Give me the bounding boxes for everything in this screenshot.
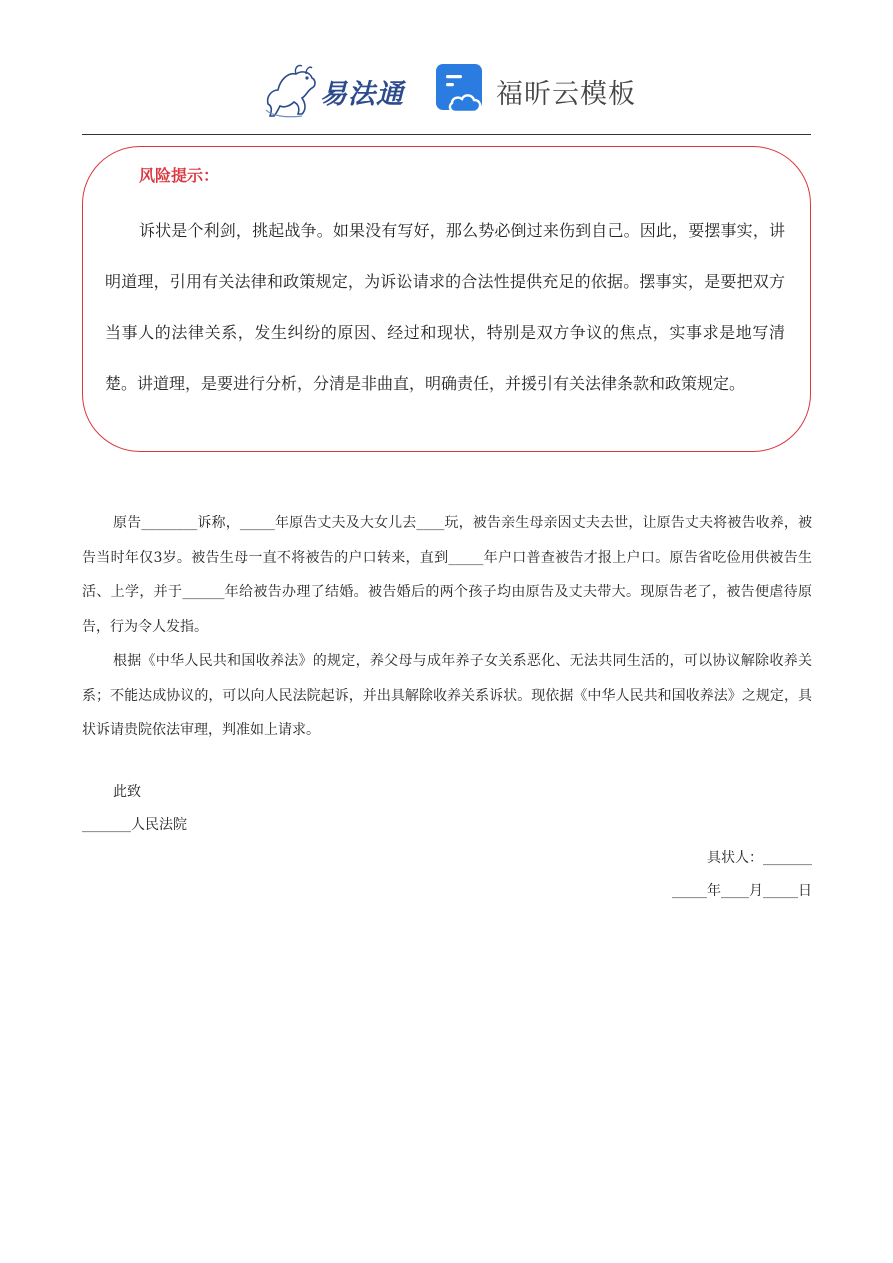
yifatong-logo xyxy=(262,60,422,122)
header-divider xyxy=(82,134,811,135)
risk-warning-box xyxy=(82,146,811,452)
page-header xyxy=(0,0,893,136)
risk-warning-title: 风险提示： xyxy=(139,166,220,185)
salutation: 此致 xyxy=(113,784,141,800)
cloud-document-icon xyxy=(436,64,488,116)
risk-warning-body: 诉状是个利剑，挑起战争。如果没有写好，那么势必倒过来伤到自己。因此，要摆事实，讲明道理，引用有关法律和政策规定，为诉讼请求的合法性提供充足的依据。摆事实，是要把双方当事人的法律关系，发生纠纷的原因、经过和现状，特别是双方争议的焦点，实事求是地写清楚。讲道理，是要进行分析，分清是非曲直，明确责任，并援引有关法律条款和政策规定。 xyxy=(105,221,785,393)
fuxin-cloud-logo-text: 福昕云模板 xyxy=(496,79,636,110)
court-name: _______人民法院 xyxy=(82,817,187,833)
qilin-icon xyxy=(262,60,322,122)
date-line: _____年____月_____日 xyxy=(672,883,812,899)
facts-paragraph: 原告________诉称，_____年原告丈夫及大女儿去____玩，被告亲生母亲因丈夫去世，让原告丈夫将被告收养，被告当时年仅3岁。被告生母一直不将被告的户口转来，直到_____年户口普查被告才报上户口。原告省吃俭用供被告生活、上学，并于______年给被告办理了结婚。被告婚后的两个孩子均由原告及丈夫带大。现原告老了，被告便虐待原告，行为令人发指。 xyxy=(82,515,812,635)
yifatong-logo-text: 易法通 xyxy=(320,79,404,110)
complaint-body xyxy=(82,506,812,748)
legal-basis-paragraph: 根据《中华人民共和国收养法》的规定，养父母与成年养子女关系恶化、无法共同生活的，可以协议解除收养关系；不能达成协议的，可以向人民法院起诉，并出具解除收养关系诉状。现依据《中华人民共和国收养法》之规定，具状诉请贵院依法审理，判准如上请求。 xyxy=(82,653,812,738)
complaint-closing xyxy=(82,776,812,908)
signer-line: 具状人：_______ xyxy=(707,850,812,866)
fuxin-cloud-logo xyxy=(436,64,656,120)
